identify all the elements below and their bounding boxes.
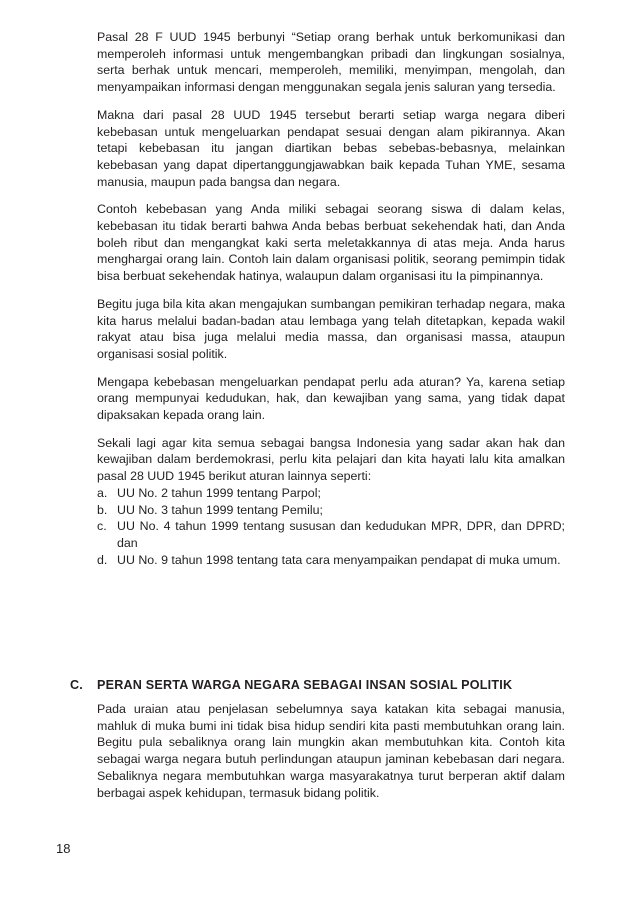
list-marker: d. <box>97 552 108 567</box>
list-item-text: UU No. 4 tahun 1999 tentang sususan dan kedudukan MPR, DPR, dan DPRD; dan <box>117 519 565 550</box>
paragraph-sekali-lagi: Sekali lagi agar kita semua sebagai bangsa Indonesia yang sadar akan hak dan kewajiban dalam berdemokrasi, perlu kita pelajari dan kita hayati lalu kita amalkan pasal 28 UUD 1945 berikut aturan lainnya seperti: <box>97 435 565 484</box>
paragraph-contoh-kebebasan: Contoh kebebasan yang Anda miliki sebagai seorang siswa di dalam kelas, kebebasan itu tidak berarti bahwa Anda bebas berbuat sekehendak hati, dan Anda boleh ribut dan mengangkat kaki serta meletakkannya di atas meja. Anda harus menghargai orang lain. Contoh lain dalam organisasi politik, seorang pemimpin tidak bisa berbuat sekehendak hatinya, walaupun dalam organisasi itu Ia pimpinannya. <box>97 202 565 284</box>
list-marker: a. <box>97 485 108 500</box>
paragraph-peran-serta: Pada uraian atau penjelasan sebelumnya saya katakan kita sebagai manusia, mahluk di muka bumi ini tidak bisa hidup sendiri kita pasti membutuhkan orang lain. Begitu pula sebaliknya orang lain mungkin akan membutuhkan kita. Contoh kita sebagai warga negara butuh perlindungan ataupun jaminan kebebasan dari negara. Sebaliknya negara membutuhkan warga masyarakatnya turut berperan aktif dalam berbagai aspek kehidupan, termasuk bidang politik. <box>97 702 565 800</box>
main-text <box>97 29 565 581</box>
list-item-text: UU No. 3 tahun 1999 tentang Pemilu; <box>117 502 323 517</box>
page-number: 18 <box>56 841 71 856</box>
section-body <box>97 701 565 812</box>
law-list <box>97 485 565 569</box>
section-letter: C. <box>70 678 83 692</box>
paragraph-pasal-28f: Pasal 28 F UUD 1945 berbunyi “Setiap orang berhak untuk berkomunikasi dan memperoleh informasi untuk mengembangkan pribadi dan lingkungan sosialnya, serta berhak untuk mencari, memperoleh, memiliki, menyimpan, mengolah, dan menyampaikan informasi dengan menggunakan segala jenis saluran yang tersedia. <box>97 30 565 95</box>
paragraph-mengapa-aturan: Mengapa kebebasan mengeluarkan pendapat perlu ada aturan? Ya, karena setiap orang mempunyai kedudukan, hak, dan kewajiban yang sama, yang tidak dapat dipaksakan kepada orang lain. <box>97 374 565 423</box>
list-item <box>97 552 565 569</box>
paragraph-sumbangan-pemikiran: Begitu juga bila kita akan mengajukan sumbangan pemikiran terhadap negara, maka kita harus melalui badan-badan atau lembaga yang telah ditetapkan, kepada wakil rakyat atau bisa juga melalui media massa, dan organisasi massa, ataupun organisasi sosial politik. <box>97 296 565 361</box>
list-item-text: UU No. 2 tahun 1999 tentang Parpol; <box>117 485 321 500</box>
list-item <box>97 485 565 502</box>
list-item-text: UU No. 9 tahun 1998 tentang tata cara menyampaikan pendapat di muka umum. <box>117 552 561 567</box>
list-item <box>97 502 565 519</box>
list-marker: b. <box>97 502 108 517</box>
paragraph-makna-pasal: Makna dari pasal 28 UUD 1945 tersebut berarti setiap warga negara diberi kebebasan untuk mengeluarkan pendapat sesuai dengan alam pikirannya. Akan tetapi kebebasan itu jangan diartikan bebas sebebas-bebasnya, melainkan kebebasan yang dapat dipertanggungjawabkan baik kepada Tuhan YME, sesama manusia, maupun pada bangsa dan negara. <box>97 107 565 189</box>
section-title: PERAN SERTA WARGA NEGARA SEBAGAI INSAN SOSIAL POLITIK <box>97 678 513 692</box>
section-heading <box>70 678 590 692</box>
list-item <box>97 518 565 551</box>
list-marker: c. <box>97 519 107 534</box>
